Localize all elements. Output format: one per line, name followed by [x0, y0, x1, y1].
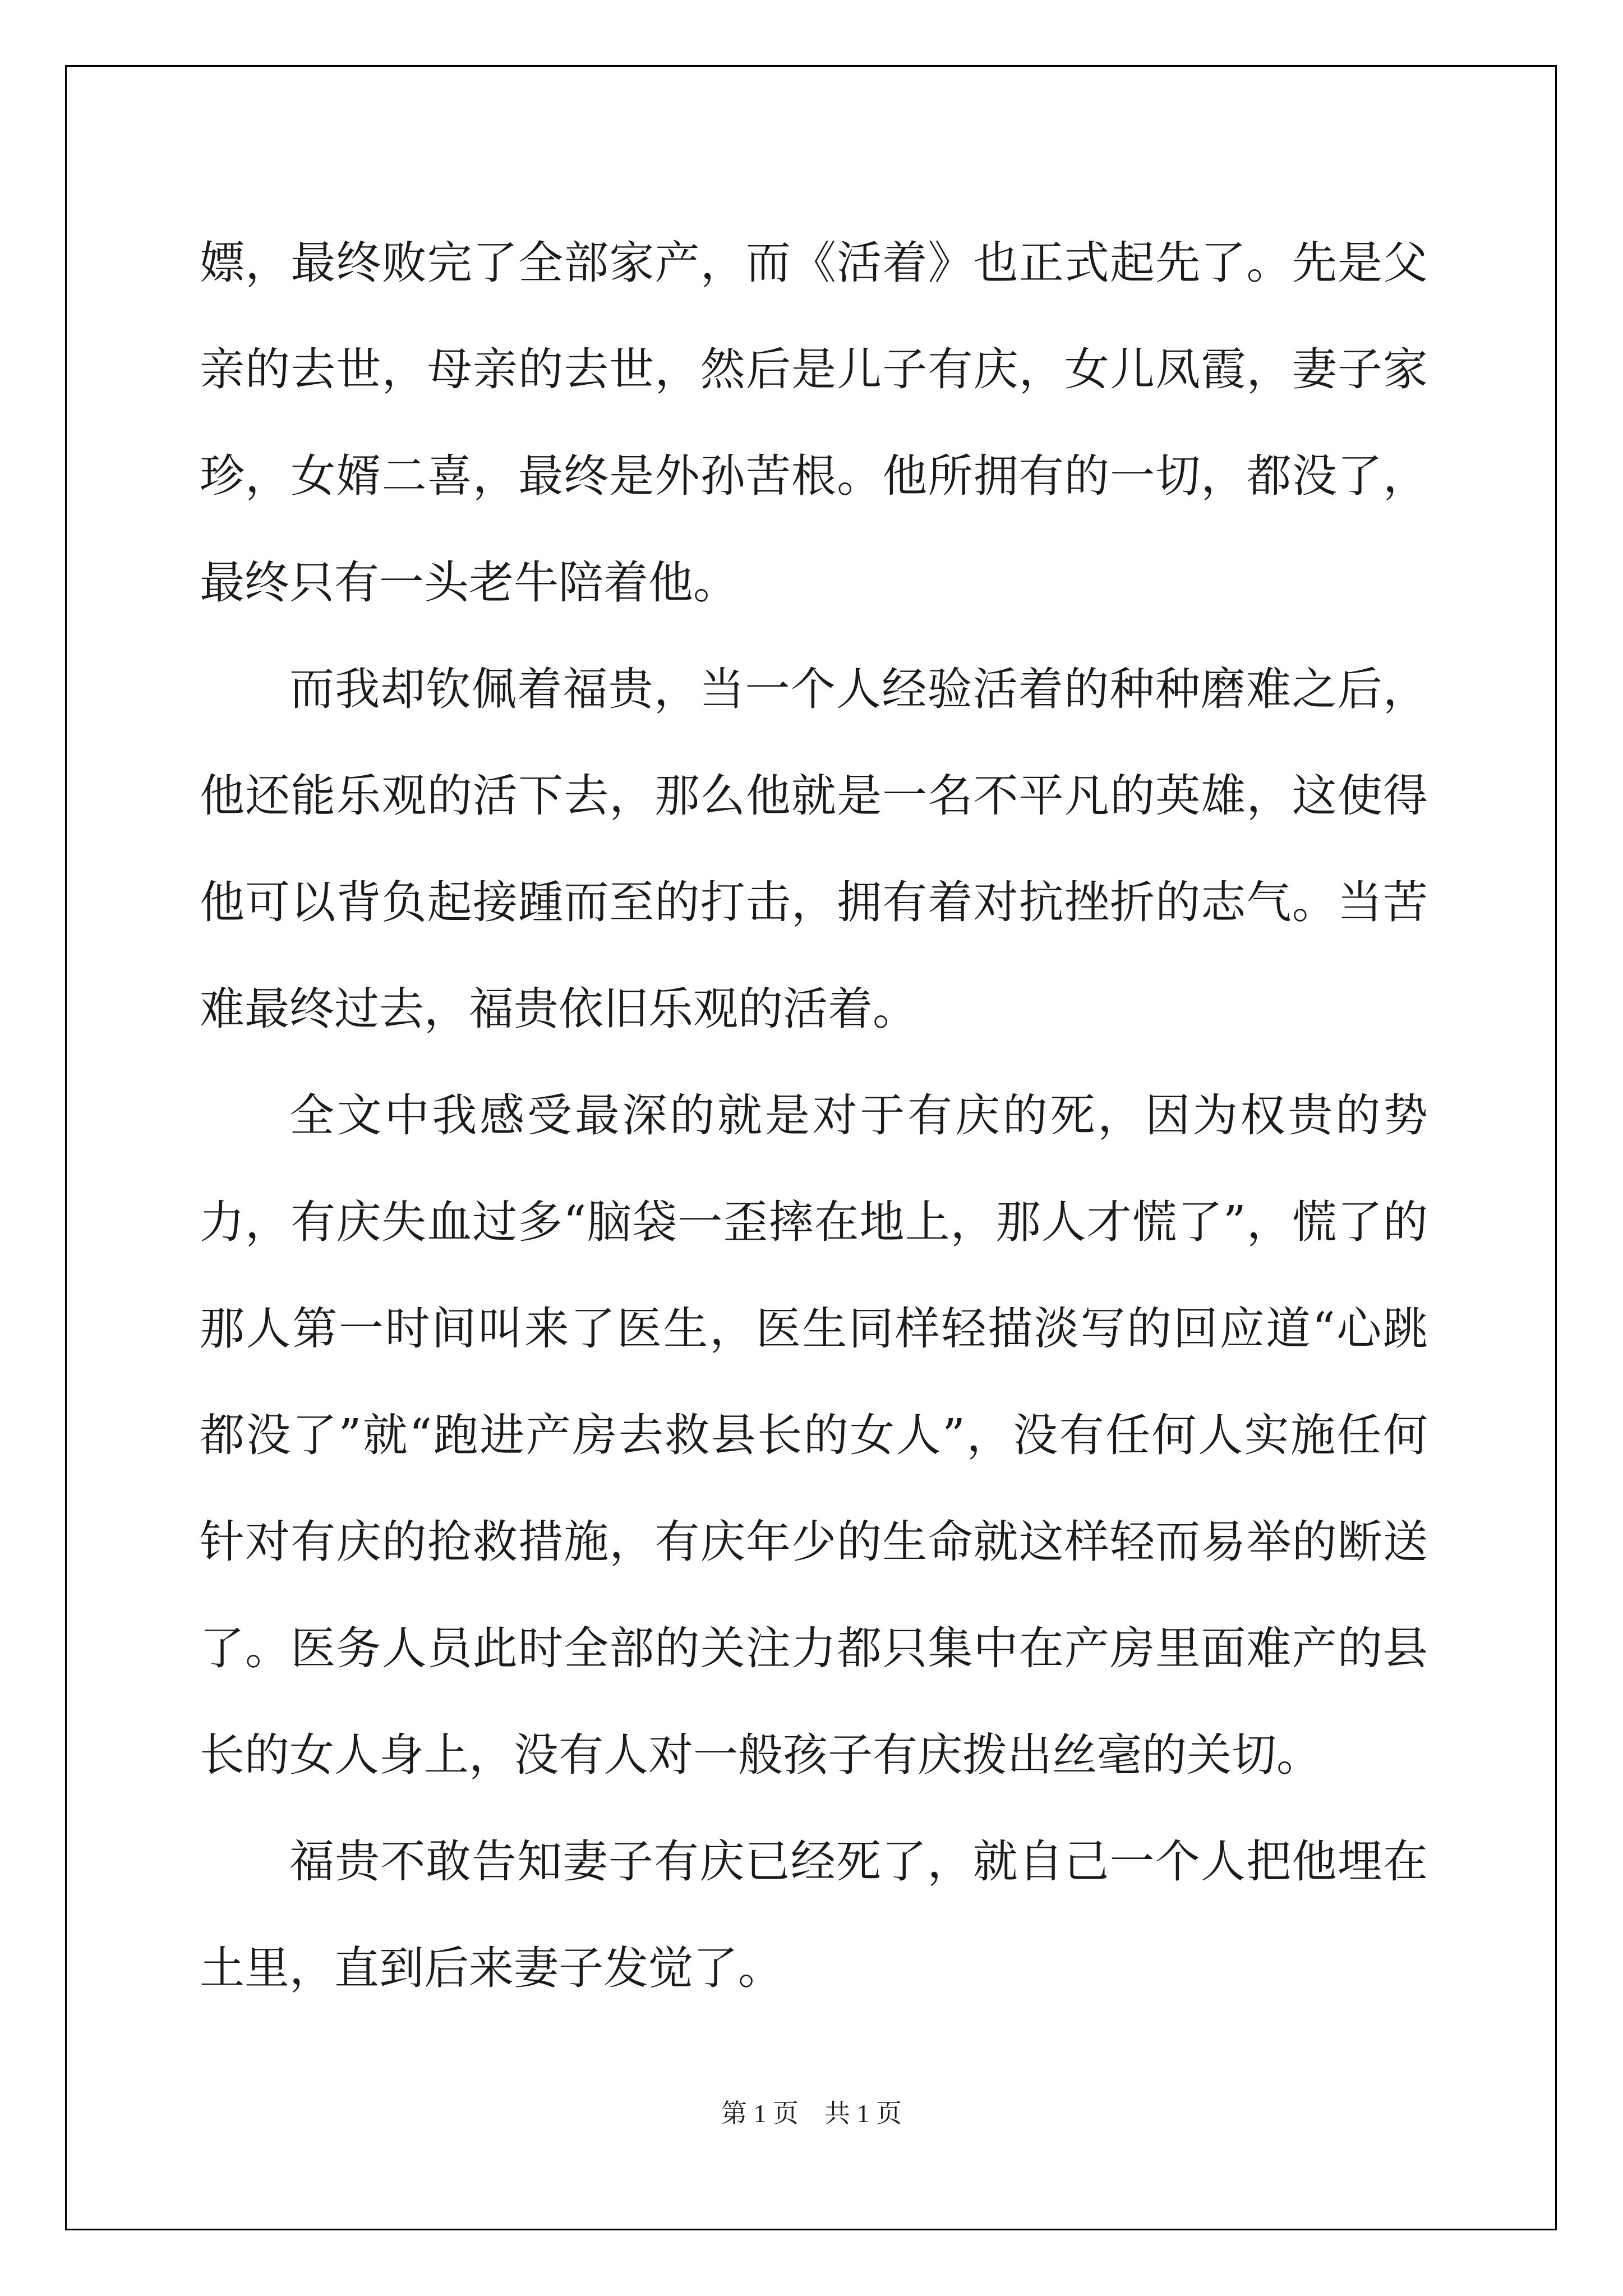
- paragraph-4: 福贵不敢告知妻子有庆已经死了，就自己一个人把他埋在土里，直到后来妻子发觉了。: [200, 1835, 1428, 1994]
- paragraph-1: 嫖，最终败完了全部家产，而《活着》也正式起先了。先是父亲的去世，母亲的去世，然后是儿子有庆，女儿凤霞，妻子家珍，女婿二喜，最终是外孙苦根。他所拥有的一切，都没了，最终只有一头老牛陪着他。: [200, 237, 1428, 609]
- page-number-footer: 第 1 页 共 1 页: [721, 2099, 902, 2128]
- document-body: [200, 210, 1428, 2022]
- paragraph-3: 全文中我感受最深的就是对于有庆的死，因为权贵的势力，有庆失血过多“脑袋一歪摔在地上，那人才慌了”，慌了的那人第一时间叫来了医生，医生同样轻描淡写的回应道“心跳都没了”就“跑进产房去救县长的女人”，没有任何人实施任何针对有庆的抢救措施，有庆年少的生命就这样轻而易举的断送了。医务人员此时全部的关注力都只集中在产房里面难产的县长的女人身上，没有人对一般孩子有庆拨出丝毫的关切。: [200, 1089, 1428, 1781]
- paragraph-2: 而我却钦佩着福贵，当一个人经验活着的种种磨难之后，他还能乐观的活下去，那么他就是一名不平凡的英雄，这使得他可以背负起接踵而至的打击，拥有着对抗挫折的志气。当苦难最终过去，福贵依旧乐观的活着。: [200, 663, 1428, 1035]
